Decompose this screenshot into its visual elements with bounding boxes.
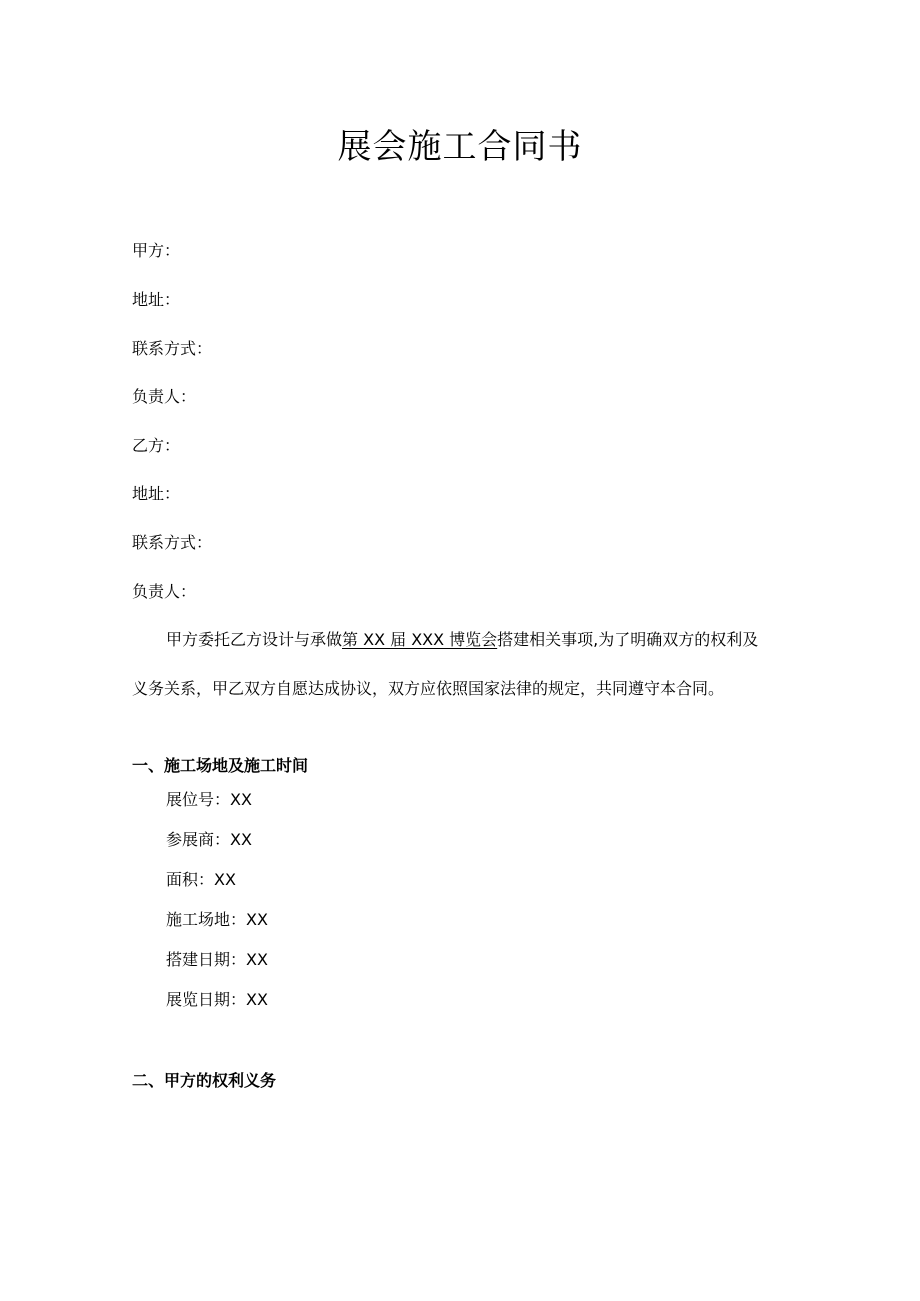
detail-area: 面积：XX xyxy=(166,870,236,889)
party-a-person-label: 负责人： xyxy=(132,387,197,406)
detail-venue: 施工场地：XX xyxy=(166,910,268,929)
party-a-name-label: 甲方： xyxy=(132,241,181,260)
intro-text-after: 搭建相关事项,为了明确双方的权利及 xyxy=(497,630,759,649)
party-b-person-label: 负责人： xyxy=(132,582,197,601)
party-a-contact-label: 联系方式： xyxy=(132,339,213,358)
party-b-contact-label: 联系方式： xyxy=(132,533,213,552)
intro-text-before: 甲方委托乙方设计与承做 xyxy=(166,630,343,649)
party-b-address-label: 地址： xyxy=(132,484,181,503)
intro-paragraph-line-2: 义务关系，甲乙双方自愿达成协议，双方应依照国家法律的规定，共同遵守本合同。 xyxy=(132,679,725,698)
detail-exhibition-date: 展览日期：XX xyxy=(166,990,268,1009)
detail-booth-number: 展位号：XX xyxy=(166,790,252,809)
intro-paragraph-line-1 xyxy=(132,629,802,651)
expo-name-underlined: 第 XX 届 XXX 博览会 xyxy=(342,630,498,649)
party-b-name-label: 乙方： xyxy=(132,436,181,455)
detail-build-date: 搭建日期：XX xyxy=(166,950,268,969)
section-2-heading: 二、甲方的权利义务 xyxy=(132,1071,277,1090)
document-title: 展会施工合同书 xyxy=(337,127,583,167)
section-1-heading: 一、施工场地及施工时间 xyxy=(132,756,309,775)
detail-exhibitor: 参展商：XX xyxy=(166,830,252,849)
party-a-address-label: 地址： xyxy=(132,290,181,309)
